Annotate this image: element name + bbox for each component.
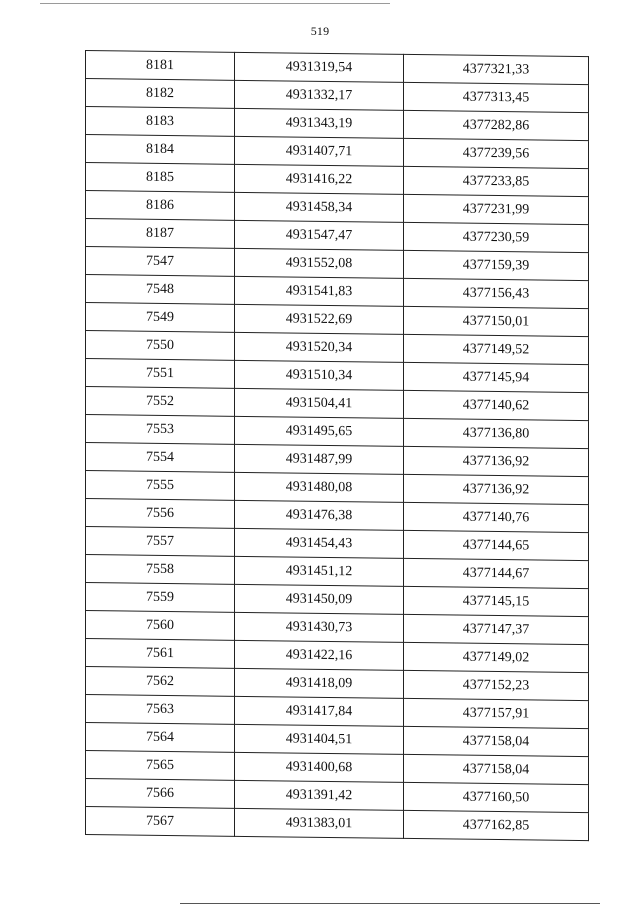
y-coordinate-cell: 4377158,04 [404, 754, 589, 784]
x-coordinate-cell: 4931541,83 [235, 276, 404, 306]
x-coordinate-cell: 4931422,16 [235, 640, 404, 670]
point-number-cell: 8186 [86, 191, 235, 221]
x-coordinate-cell: 4931520,34 [235, 332, 404, 362]
x-coordinate-cell: 4931552,08 [235, 248, 404, 278]
y-coordinate-cell: 4377313,45 [404, 82, 589, 112]
x-coordinate-cell: 4931404,51 [235, 724, 404, 754]
y-coordinate-cell: 4377145,15 [404, 586, 589, 616]
point-number-cell: 7557 [86, 527, 235, 557]
y-coordinate-cell: 4377282,86 [404, 110, 589, 140]
point-number-cell: 7555 [86, 471, 235, 501]
x-coordinate-cell: 4931416,22 [235, 164, 404, 194]
y-coordinate-cell: 4377160,50 [404, 782, 589, 812]
x-coordinate-cell: 4931418,09 [235, 668, 404, 698]
y-coordinate-cell: 4377230,59 [404, 222, 589, 252]
y-coordinate-cell: 4377140,62 [404, 390, 589, 420]
point-number-cell: 7564 [86, 723, 235, 753]
point-number-cell: 8182 [86, 79, 235, 109]
y-coordinate-cell: 4377149,52 [404, 334, 589, 364]
x-coordinate-cell: 4931407,71 [235, 136, 404, 166]
point-number-cell: 7563 [86, 695, 235, 725]
bottom-rule [180, 903, 600, 904]
y-coordinate-cell: 4377150,01 [404, 306, 589, 336]
point-number-cell: 8187 [86, 219, 235, 249]
point-number-cell: 7561 [86, 639, 235, 669]
y-coordinate-cell: 4377144,65 [404, 530, 589, 560]
y-coordinate-cell: 4377147,37 [404, 614, 589, 644]
x-coordinate-cell: 4931430,73 [235, 612, 404, 642]
x-coordinate-cell: 4931458,34 [235, 192, 404, 222]
x-coordinate-cell: 4931332,17 [235, 80, 404, 110]
point-number-cell: 7566 [86, 779, 235, 809]
point-number-cell: 7554 [86, 443, 235, 473]
x-coordinate-cell: 4931476,38 [235, 500, 404, 530]
y-coordinate-cell: 4377149,02 [404, 642, 589, 672]
page-number: 519 [310, 24, 330, 38]
point-number-cell: 7556 [86, 499, 235, 529]
x-coordinate-cell: 4931487,99 [235, 444, 404, 474]
coordinates-table [85, 50, 589, 841]
x-coordinate-cell: 4931510,34 [235, 360, 404, 390]
x-coordinate-cell: 4931450,09 [235, 584, 404, 614]
x-coordinate-cell: 4931547,47 [235, 220, 404, 250]
x-coordinate-cell: 4931451,12 [235, 556, 404, 586]
x-coordinate-cell: 4931391,42 [235, 780, 404, 810]
y-coordinate-cell: 4377136,92 [404, 446, 589, 476]
x-coordinate-cell: 4931495,65 [235, 416, 404, 446]
y-coordinate-cell: 4377321,33 [404, 54, 589, 84]
y-coordinate-cell: 4377233,85 [404, 166, 589, 196]
point-number-cell: 7567 [86, 807, 235, 837]
point-number-cell: 7547 [86, 247, 235, 277]
top-rule [40, 3, 390, 4]
point-number-cell: 7562 [86, 667, 235, 697]
point-number-cell: 7548 [86, 275, 235, 305]
y-coordinate-cell: 4377231,99 [404, 194, 589, 224]
y-coordinate-cell: 4377144,67 [404, 558, 589, 588]
point-number-cell: 8181 [86, 51, 235, 81]
point-number-cell: 8183 [86, 107, 235, 137]
y-coordinate-cell: 4377162,85 [404, 810, 589, 840]
x-coordinate-cell: 4931480,08 [235, 472, 404, 502]
y-coordinate-cell: 4377136,80 [404, 418, 589, 448]
x-coordinate-cell: 4931343,19 [235, 108, 404, 138]
x-coordinate-cell: 4931400,68 [235, 752, 404, 782]
y-coordinate-cell: 4377136,92 [404, 474, 589, 504]
x-coordinate-cell: 4931383,01 [235, 808, 404, 838]
y-coordinate-cell: 4377158,04 [404, 726, 589, 756]
y-coordinate-cell: 4377152,23 [404, 670, 589, 700]
x-coordinate-cell: 4931504,41 [235, 388, 404, 418]
point-number-cell: 7560 [86, 611, 235, 641]
point-number-cell: 7552 [86, 387, 235, 417]
table-row [86, 807, 589, 841]
y-coordinate-cell: 4377145,94 [404, 362, 589, 392]
coordinates-table-container [85, 50, 585, 841]
point-number-cell: 7559 [86, 583, 235, 613]
y-coordinate-cell: 4377140,76 [404, 502, 589, 532]
point-number-cell: 7553 [86, 415, 235, 445]
x-coordinate-cell: 4931454,43 [235, 528, 404, 558]
point-number-cell: 8185 [86, 163, 235, 193]
point-number-cell: 7565 [86, 751, 235, 781]
y-coordinate-cell: 4377156,43 [404, 278, 589, 308]
point-number-cell: 7558 [86, 555, 235, 585]
coordinates-table-body [86, 51, 589, 841]
point-number-cell: 8184 [86, 135, 235, 165]
y-coordinate-cell: 4377159,39 [404, 250, 589, 280]
x-coordinate-cell: 4931319,54 [235, 52, 404, 82]
point-number-cell: 7550 [86, 331, 235, 361]
x-coordinate-cell: 4931417,84 [235, 696, 404, 726]
x-coordinate-cell: 4931522,69 [235, 304, 404, 334]
point-number-cell: 7549 [86, 303, 235, 333]
point-number-cell: 7551 [86, 359, 235, 389]
y-coordinate-cell: 4377239,56 [404, 138, 589, 168]
y-coordinate-cell: 4377157,91 [404, 698, 589, 728]
